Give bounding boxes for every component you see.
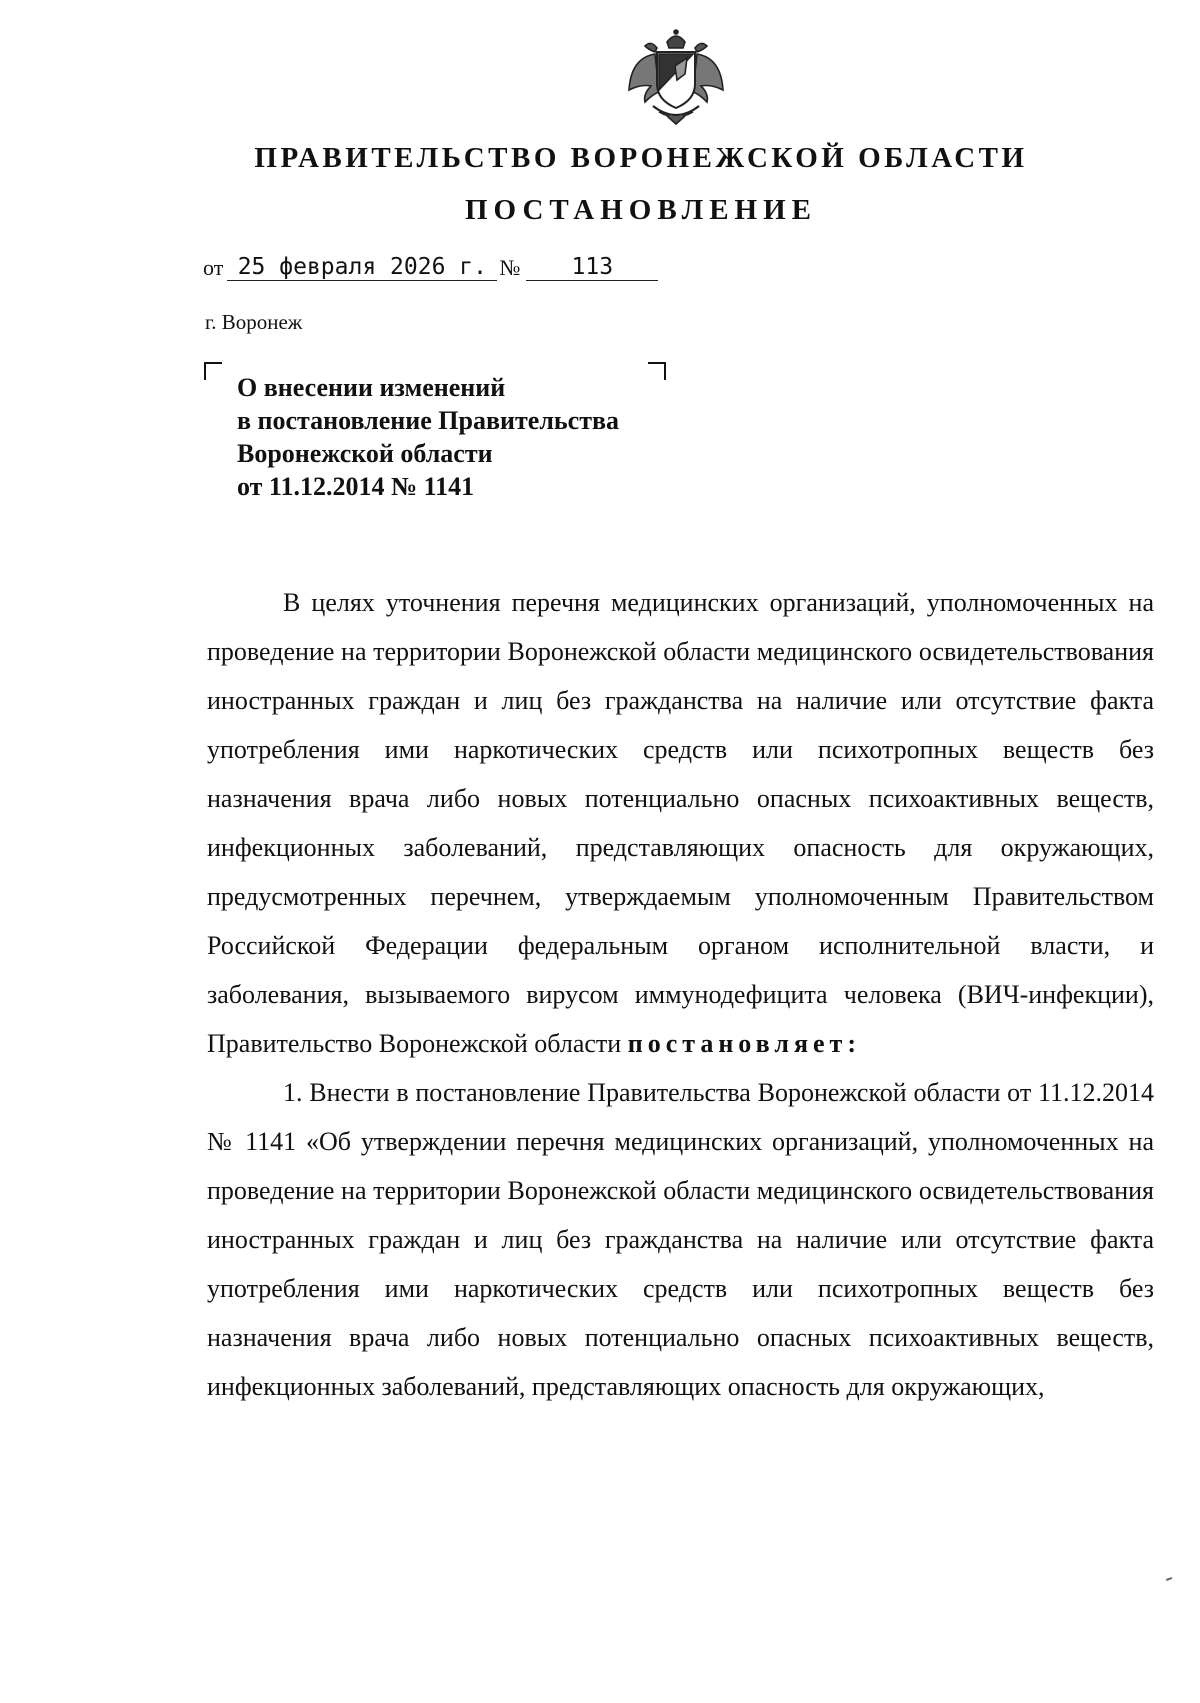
- document-date: 25 февраля 2026 г.: [227, 254, 497, 281]
- document-body: [207, 578, 1154, 1411]
- subject-line: в постановление Правительства: [237, 406, 620, 435]
- preamble-text: В целях уточнения перечня медицинских организаций, уполномоченных на проведение на территории Воронежской области медицинского освидетельствования иностранных граждан и лиц без гражданства на наличие или отсутствие факта употребления ими наркотических средств или психотропных веществ без назначения врача либо новых потенциально опасных психоактивных веществ, инфекционных заболеваний, представляющих опасность для окружающих, предусмотренных перечнем, утверждаемым уполномоченным Правительством Российской Федерации федеральным органом исполнительной власти, и заболевания, вызываемого вирусом иммунодефицита человека (ВИЧ-инфекции), Правительство Воронежской области: [207, 588, 1154, 1058]
- preamble-paragraph: [207, 578, 1154, 1068]
- decree-word: постановляет:: [627, 1029, 861, 1058]
- document-number: 113: [526, 254, 658, 281]
- city-label: г. Воронеж: [205, 310, 303, 334]
- organization-title: ПРАВИТЕЛЬСТВО ВОРОНЕЖСКОЙ ОБЛАСТИ: [254, 142, 1028, 174]
- subject-line: от 11.12.2014 № 1141: [237, 472, 475, 501]
- document-subject: [237, 371, 619, 503]
- subject-line: О внесении изменений: [237, 373, 506, 402]
- coat-of-arms-icon: [623, 28, 729, 126]
- scan-artifact-mark: [1166, 1577, 1172, 1581]
- subject-corner-right-mark: [648, 362, 666, 380]
- number-sign: №: [499, 255, 521, 280]
- item-1-paragraph: 1. Внести в постановление Правительства Воронежской области от 11.12.2014 № 1141 «Об утверждении перечня медицинских организаций, уполномоченных на проведение на территории Воронежской области медицинского освидетельствования иностранных граждан и лиц без гражданства на наличие или отсутствие факта употребления ими наркотических средств или психотропных веществ без назначения врача либо новых потенциально опасных психоактивных веществ, инфекционных заболеваний, представляющих опасность для окружающих,: [207, 1078, 1154, 1401]
- date-from-label: от: [203, 255, 224, 280]
- document-type-title: ПОСТАНОВЛЕНИЕ: [464, 194, 817, 226]
- subject-line: Воронежской области: [237, 439, 493, 468]
- dateline: [203, 254, 658, 281]
- subject-corner-left-mark: [204, 362, 222, 380]
